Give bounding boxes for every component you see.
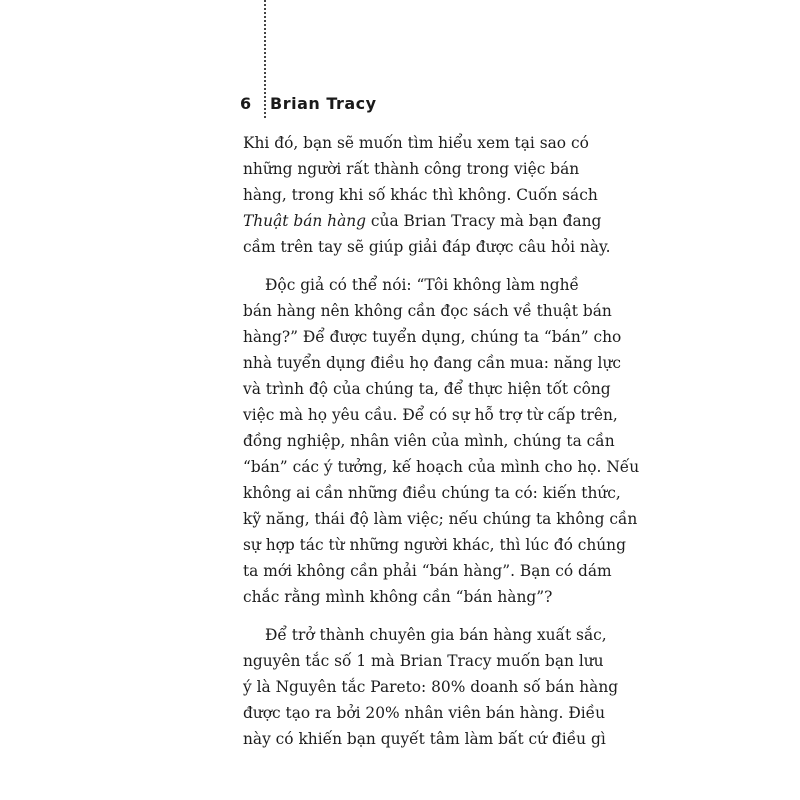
paragraph-1 <box>243 130 611 260</box>
text-line: ta mới không cần phải “bán hàng”. Bạn có dám <box>243 562 612 580</box>
text-line: “bán” các ý tưởng, kế hoạch của mình cho họ. Nếu <box>243 458 640 476</box>
text-line: chắc rằng mình không cần “bán hàng”? <box>243 588 553 606</box>
text-line: nhà tuyển dụng điều họ đang cần mua: năng lực <box>243 354 621 372</box>
paragraph-3 <box>243 622 619 752</box>
text-line: việc mà họ yêu cầu. Để có sự hỗ trợ từ cấp trên, <box>243 406 618 424</box>
text-line-rest: của Brian Tracy mà bạn đang <box>366 212 602 230</box>
text-line: đồng nghiệp, nhân viên của mình, chúng ta cần <box>243 432 615 450</box>
text-line <box>243 208 602 234</box>
text-line: bán hàng nên không cần đọc sách về thuật bán <box>243 302 612 320</box>
text-line: Khi đó, bạn sẽ muốn tìm hiểu xem tại sao có <box>243 134 589 152</box>
text-line: hàng, trong khi số khác thì không. Cuốn sách <box>243 186 598 204</box>
text-line: hàng?” Để được tuyển dụng, chúng ta “bán” cho <box>243 328 622 346</box>
text-line: được tạo ra bởi 20% nhân viên bán hàng. Điều <box>243 704 606 722</box>
running-header-author: Brian Tracy <box>270 93 377 113</box>
text-line: này có khiến bạn quyết tâm làm bất cứ điều gì <box>243 730 606 748</box>
text-line: những người rất thành công trong việc bán <box>243 160 580 178</box>
paragraph-2 <box>243 272 640 610</box>
page-number: 6 <box>240 93 252 113</box>
body-text <box>243 130 640 752</box>
text-line: Độc giả có thể nói: “Tôi không làm nghề <box>265 276 579 294</box>
text-line: kỹ năng, thái độ làm việc; nếu chúng ta không cần <box>243 510 638 528</box>
text-line: ý là Nguyên tắc Pareto: 80% doanh số bán hàng <box>243 678 619 696</box>
text-line: Để trở thành chuyên gia bán hàng xuất sắc, <box>265 626 607 644</box>
book-title-italic: Thuật bán hàng <box>243 212 367 230</box>
text-line: sự hợp tác từ những người khác, thì lúc đó chúng <box>243 536 626 554</box>
running-header <box>240 92 377 114</box>
text-line: cầm trên tay sẽ giúp giải đáp được câu hỏi này. <box>243 238 611 256</box>
text-line: không ai cần những điều chúng ta có: kiến thức, <box>243 484 621 502</box>
text-line: và trình độ của chúng ta, để thực hiện tốt công <box>243 380 611 398</box>
text-line: nguyên tắc số 1 mà Brian Tracy muốn bạn lưu <box>243 652 604 670</box>
